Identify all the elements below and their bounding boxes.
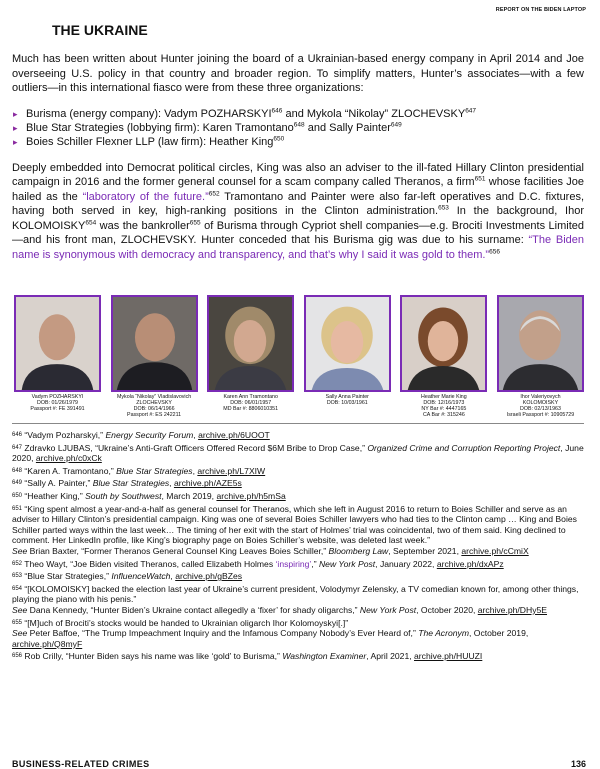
bullet-arrow-icon: ▸ <box>13 122 18 133</box>
person-card <box>12 295 103 418</box>
person-card <box>398 295 489 418</box>
archive-link[interactable]: archive.ph/L7XIW <box>197 465 266 476</box>
person-caption: Ihor Valeriyovych KOLOMOISKY DOB: 02/13/1963 Israeli Passport #: 10905729 <box>506 394 575 419</box>
page-number: 136 <box>570 759 586 769</box>
footnote-divider <box>12 423 584 424</box>
list-item: ▸ Blue Star Strategies (lobbying firm): Karen Tramontano$^{648}$ and Sally Painter$^{649}$ <box>13 120 402 134</box>
archive-link[interactable]: archive.ph/DHy5E <box>477 604 548 615</box>
report-header-label: REPORT ON THE BIDEN LAPTOP <box>495 7 586 13</box>
footnote: $^{650}$ “Heather King,” South by Southwest, March 2019, archive.ph/h5mSa <box>12 490 286 501</box>
bullet-arrow-icon: ▸ <box>13 108 18 119</box>
footnote: $^{649}$ “Sally A. Painter,” Blue Star Strategies, archive.ph/AZE5s <box>12 478 242 489</box>
person-photo <box>304 295 391 392</box>
list-item: ▸ Burisma (energy company): Vadym POZHARSKYI$^{646}$ and Mykola “Nikolay” ZLOCHEVSKY$^{647}$ <box>13 106 477 120</box>
archive-link[interactable]: archive.ph/HUUZI <box>414 651 483 662</box>
footnote-ref[interactable]: 647 <box>465 106 477 114</box>
person-caption: Mykola “Nikolay” Vladislavovich ZLOCHEVSKY DOB: 06/14/1966 Passport #: ES 242211 <box>117 394 192 419</box>
footnote: $^{647}$ Zdravko LJUBAS, “Ukraine’s Anti-Graft Officers Offered Record $6M Bribe to Drop Case,” Organized Crime and Corruption Reporting Project, June 2020, archive.ph/c0xCk <box>12 442 584 464</box>
person-photo <box>14 295 101 392</box>
archive-link[interactable]: archive.ph/dxAPz <box>436 558 504 569</box>
person-caption: Heather Marie King DOB: 12/16/1973 NY Bar #: 4447165 CA Bar #: 315246 <box>421 394 467 419</box>
footnotes-section <box>12 430 588 664</box>
person-card <box>302 295 393 418</box>
body-paragraph: Deeply embedded into Democrat political circles, King was also an adviser to the ill-fated Hillary Clinton presidential campaign in 2016 and the former general counsel for a scam company called Theranos, a firm$^{651}$ whose facilities Joe hailed as the “laboratory of the future.”$^{652}$ Tramontano and Painter were also far-left operatives and D.C. fixtures, having both served in key, high-ranking positions in the Clinton administration.$^{653}$ In the background, Ihor KOLOMOISKY$^{654}$ was the bankroller$^{655}$ of Burisma through Cypriot shell companies—e.g. Brociti Investments Limited—and his front man, ZLOCHEVSKY. Hunter conceded that his Burisma gig was due to his surname: “The Biden name is synonymous with democracy and transparency, and that’s why I said it was gold to them.”$^{656}$ <box>12 161 585 261</box>
footnote-ref[interactable]: 654 <box>85 218 97 226</box>
person-photo <box>400 295 487 392</box>
footnote: $^{652}$ Theo Wayt, “Joe Biden visited Theranos, called Elizabeth Holmes ‘inspiring’,” New York Post, January 2022, archive.ph/dxAPz <box>12 558 504 569</box>
page-title: THE UKRAINE <box>52 22 148 38</box>
photo-row <box>12 295 586 418</box>
footnote: $^{654}$ “[KOLOMOISKY] backed the election last year of Ukraine’s current president, Volodymyr Zelensky, a TV comedian known for, among other things, playing the piano with his penis.” See Dana Kennedy, “Hunter Biden’s Ukraine contact allegedly a ‘fixer’ for shady oligarchs,” New York Post, October 2020, archive.ph/DHy5E <box>12 583 579 615</box>
archive-link[interactable]: archive.ph/6UOOT <box>198 430 270 440</box>
footnote-ref[interactable]: 655 <box>189 218 201 226</box>
quote-biden-name: “The Biden name is synonymous with democracy and transparency, and that’s why I said it was gold to them.” <box>12 234 584 261</box>
person-photo <box>207 295 294 392</box>
person-photo <box>497 295 584 392</box>
footnote: $^{655}$ “[M]uch of Brociti’s stocks would be handed to Ukrainian oligarch Ihor Kolomoyskyi[.]” See Peter Baffoe, “The Trump Impeachment Inquiry and the Infamous Company Nobody’s Ever Heard of,” The Acronym, October 2019, archive.ph/Q8myF <box>12 617 529 649</box>
footnote-ref[interactable]: 653 <box>438 204 449 212</box>
footnote: $^{646}$ “Vadym Pozharskyi,” Energy Security Forum, archive.ph/6UOOT <box>12 430 270 440</box>
archive-link[interactable]: archive.ph/AZE5s <box>173 478 242 489</box>
footnote-ref[interactable]: 656 <box>489 247 500 255</box>
footnote: $^{653}$ “Blue Star Strategies,” InfluenceWatch, archive.ph/gBZes <box>12 571 243 582</box>
section-footer-label: BUSINESS-RELATED CRIMES <box>12 759 150 769</box>
intro-paragraph: Much has been written about Hunter joining the board of a Ukrainian-based energy company in April 2014 and Joe overseeing U.S. policy in that country and broader region. To simplify matters, Hunter’s associates—with a few outliers—in this international fiasco were from these three organizations: <box>12 53 584 94</box>
person-photo <box>111 295 198 392</box>
person-caption: Sally Anna Painter DOB: 10/03/1961 <box>325 394 369 407</box>
person-card <box>109 295 200 418</box>
archive-link[interactable]: archive.ph/gBZes <box>175 571 243 582</box>
bullet-arrow-icon: ▸ <box>13 136 18 147</box>
person-caption: Karen Ann Tramontano DOB: 06/01/1957 MD Bar #: 8806010351 <box>223 394 279 413</box>
person-card <box>495 295 586 418</box>
footnote-ref[interactable]: 646 <box>271 106 283 114</box>
archive-link[interactable]: archive.ph/c0xCk <box>35 453 102 464</box>
organization-list <box>12 107 584 149</box>
archive-link[interactable]: archive.ph/h5mSa <box>216 490 286 501</box>
person-caption: Vadym POZHARSKYI DOB: 01/26/1979 Passport #: FE 391491 <box>30 394 85 413</box>
footnote-ref[interactable]: 652 <box>208 189 220 197</box>
footnote-ref[interactable]: 650 <box>273 134 285 142</box>
list-item: ▸ Boies Schiller Flexner LLP (law firm): Heather King$^{650}$ <box>13 134 285 148</box>
archive-link[interactable]: archive.ph/cCmiX <box>461 545 529 556</box>
footnote-ref[interactable]: 651 <box>474 175 486 183</box>
footnote-ref[interactable]: 649 <box>390 120 402 128</box>
person-card <box>205 295 296 418</box>
footnote: $^{651}$ “King spent almost a year-and-a-half as general counsel for Theranos, which she left in August 2016 to return to Boies Schiller and serve as an adviser to Hillary Clinton’s presidential campaign. King was one of several Boies Schiller lawyers who had ties to the Clinton camp … King and Boies Schiller parted ways within the last week… The timing of her exit with the start of Holmes’ trial was coincidental, two of them said. King declined to comment. Her LinkedIn profile, like King’s biography page on Boies Schiller’s website, was deleted last week.” See Brian Baxter, “Former Theranos General Counsel King Leaves Boies Schiller,” Bloomberg Law, September 2021, archive.ph/cCmiX <box>12 503 577 556</box>
footnote-ref[interactable]: 648 <box>293 120 305 128</box>
footnote: $^{656}$ Rob Crilly, “Hunter Biden says his name was like ‘gold’ to Burisma,” Washington Examiner, April 2021, archive.ph/HUUZI <box>12 651 483 662</box>
archive-link[interactable]: archive.ph/Q8myF <box>12 638 83 649</box>
quote-laboratory: “laboratory of the future.” <box>82 190 209 203</box>
footnote: $^{648}$ “Karen A. Tramontano,” Blue Star Strategies, archive.ph/L7XIW <box>12 465 266 476</box>
main-text <box>12 52 584 262</box>
